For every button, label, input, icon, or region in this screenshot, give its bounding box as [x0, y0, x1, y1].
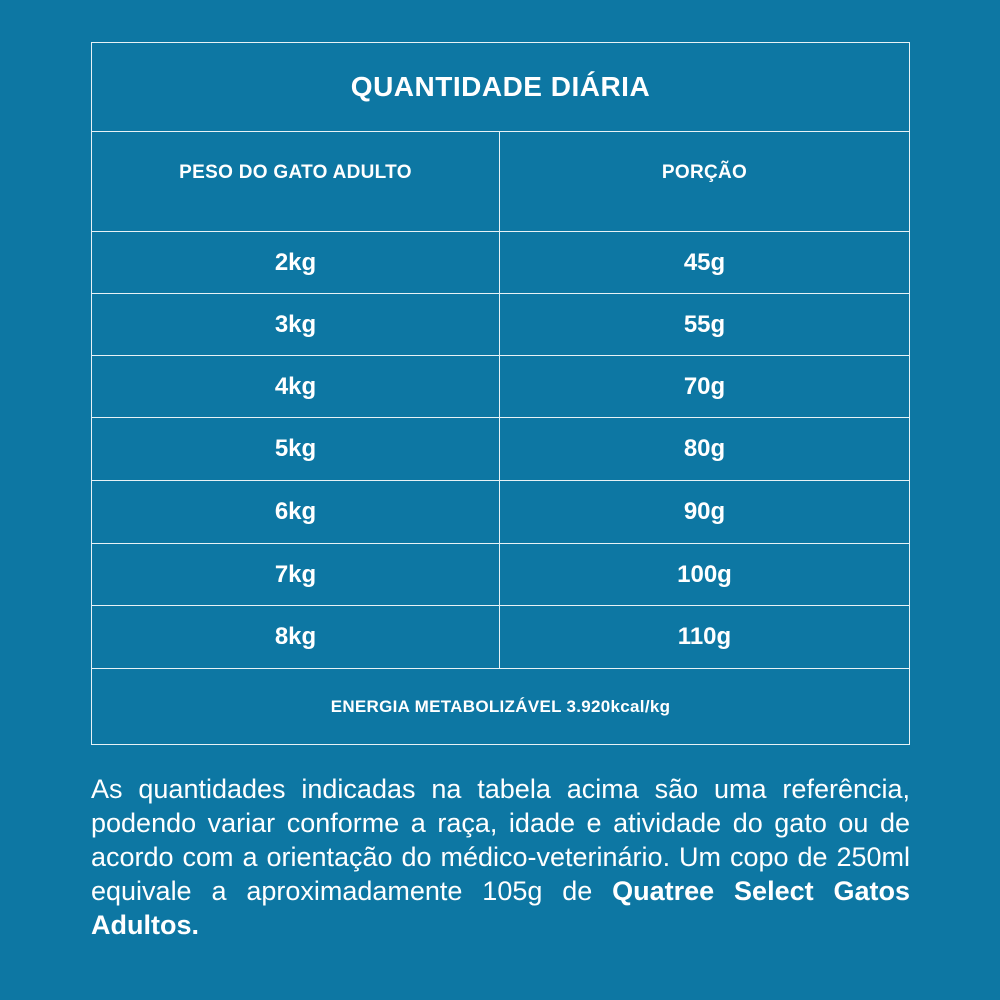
header-weight: PESO DO GATO ADULTO: [92, 132, 500, 231]
table-row: [92, 356, 909, 418]
table-row: [92, 418, 909, 481]
product-name: Quatree Select Gatos Adultos.: [91, 876, 910, 940]
portion-cell: 70g: [683, 372, 726, 400]
table-row: [92, 544, 909, 606]
weight-cell: 8kg: [92, 606, 500, 668]
portion-cell: 90g: [683, 498, 726, 525]
table-title-row: [92, 43, 909, 132]
weight-cell: 5kg: [92, 418, 500, 480]
note-text: As quantidades indicadas na tabela acima são uma referência, podendo variar conforme a raça, idade e atividade do gato ou de acordo com a orientação do médico-veterinário. Um copo de 250ml equivale a aproximadamente 105g de: [91, 774, 910, 906]
portion-cell: 55g: [683, 310, 726, 338]
portion-cell: 80g: [683, 435, 726, 462]
table-row: [92, 294, 909, 356]
table-row: [92, 481, 909, 544]
portion-cell: 110g: [677, 623, 732, 650]
table-header-row: [92, 132, 909, 232]
weight-cell: 7kg: [92, 544, 500, 605]
feeding-table: [91, 42, 910, 745]
feeding-note: [91, 772, 910, 942]
table-row: [92, 232, 909, 294]
weight-cell: 3kg: [92, 294, 500, 355]
weight-cell: 2kg: [92, 232, 500, 293]
table-title: QUANTIDADE DIÁRIA: [350, 71, 651, 102]
weight-cell: 4kg: [92, 356, 500, 417]
table-footer-row: [92, 669, 909, 744]
energy-footer: ENERGIA METABOLIZÁVEL 3.920kcal/kg: [330, 696, 671, 716]
weight-cell: 6kg: [92, 481, 500, 543]
portion-cell: 100g: [677, 560, 732, 588]
table-row: [92, 606, 909, 669]
header-portion: PORÇÃO: [661, 161, 748, 183]
portion-cell: 45g: [683, 248, 726, 276]
